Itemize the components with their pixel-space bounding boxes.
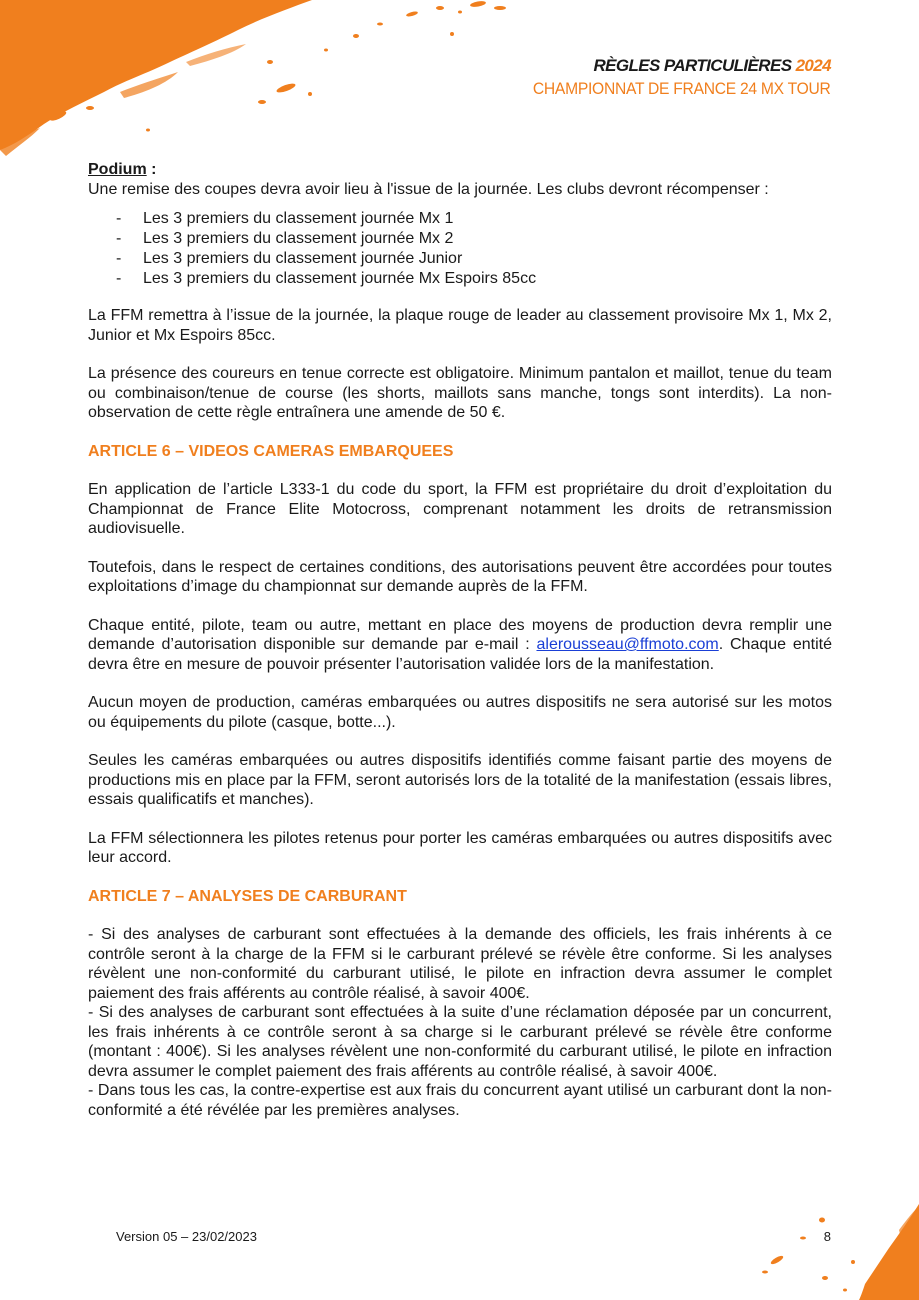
article-6-paragraph: En application de l’article L333-1 du code du sport, la FFM est propriétaire du droit d’exploitation du Championnat de France Elite Motocross, comprenant notamment les droits de retransmission audiovisuelle. [88, 481, 832, 537]
article-6-paragraph: Seules les caméras embarquées ou autres dispositifs identifiés comme faisant partie des moyens de productions mis en place par la FFM, seront autorisés lors de la totalité de la manifestation (essais libres, essais qualificatifs et manches). [88, 752, 832, 808]
list-item: - Les 3 premiers du classement journée Mx Espoirs 85cc [116, 269, 832, 289]
header-year: 2024 [795, 56, 831, 75]
orange-brush-splash-bottom [749, 1190, 919, 1300]
header-subtitle: CHAMPIONNAT DE FRANCE 24 MX TOUR [533, 79, 831, 98]
podium-paragraph: La FFM remettra à l’issue de la journée, la plaque rouge de leader au classement provisoire Mx 1, Mx 2, Junior et Mx Espoirs 85cc. [88, 307, 832, 344]
article-6-paragraph-email: Chaque entité, pilote, team ou autre, mettant en place des moyens de production devra remplir une demande d’autorisation disponible sur demande par e-mail : alerousseau@ffmoto.com. Chaque entité devra être en mesure de pouvoir présenter l’autorisation validée lors de la manifestation. [88, 616, 832, 673]
article-6-title: ARTICLE 6 – VIDEOS CAMERAS EMBARQUEES [88, 442, 454, 460]
list-item: - Les 3 premiers du classement journée Mx 1 [116, 209, 832, 229]
podium-intro: Une remise des coupes devra avoir lieu à l'issue de la journée. Les clubs devront récompenser : [88, 180, 769, 198]
email-link[interactable]: alerousseau@ffmoto.com [536, 636, 719, 653]
article-7-paragraph: - Si des analyses de carburant sont effectuées à la demande des officiels, les frais inhérents à ce contrôle seront à la charge de la FFM si le carburant prélevé se révèle être conforme. Si les analyses révèlent une non-conformité du carburant utilisé, le pilote en infraction devra assumer le complet paiement des frais afférents au contrôle réalisé, à savoir 400€. [88, 926, 832, 1002]
list-item: - Les 3 premiers du classement journée Mx 2 [116, 229, 832, 249]
article-7-paragraph: - Si des analyses de carburant sont effectuées à la suite d’une réclamation déposée par un concurrent, les frais inhérents à ce contrôle seront à sa charge si le carburant prélevé se révèle être conforme (montant : 400€). Si les analyses révèlent une non-conformité du carburant utilisé, le pilote en infraction devra assumer le complet paiement des frais afférents au contrôle réalisé, à savoir 400€. [88, 1004, 832, 1080]
list-item: - Les 3 premiers du classement journée Junior [116, 249, 832, 269]
header-title: RÈGLES PARTICULIÈRES 2024 [593, 56, 831, 75]
article-6-paragraph: Toutefois, dans le respect de certaines conditions, des autorisations peuvent être accordées pour toutes exploitations d’image du championnat sur demande auprès de la FFM. [88, 558, 832, 595]
footer-version: Version 05 – 23/02/2023 [116, 1229, 257, 1244]
page-number: 8 [823, 1229, 831, 1244]
orange-brush-splash-top [0, 0, 520, 170]
article-6-paragraph: Aucun moyen de production, caméras embarquées ou autres dispositifs ne sera autorisé sur les motos ou équipements du pilote (casque, botte...). [88, 694, 832, 731]
podium-heading: Podium : [88, 161, 157, 178]
document-header [507, 56, 831, 99]
page-content [88, 160, 832, 1120]
podium-paragraph: La présence des coureurs en tenue correcte est obligatoire. Minimum pantalon et maillot, tenue du team ou combinaison/tenue de course (les shorts, maillots sans manche, tongs sont interdits). La non-observation de cette règle entraînera une amende de 50 €. [88, 365, 832, 421]
article-7-title: ARTICLE 7 – ANALYSES DE CARBURANT [88, 887, 407, 905]
podium-list [88, 209, 832, 289]
article-6-paragraph: La FFM sélectionnera les pilotes retenus pour porter les caméras embarquées ou autres dispositifs avec leur accord. [88, 829, 832, 866]
article-7-paragraph: - Dans tous les cas, la contre-expertise est aux frais du concurrent ayant utilisé un carburant dont la non-conformité a été révélée par les premières analyses. [88, 1082, 832, 1119]
